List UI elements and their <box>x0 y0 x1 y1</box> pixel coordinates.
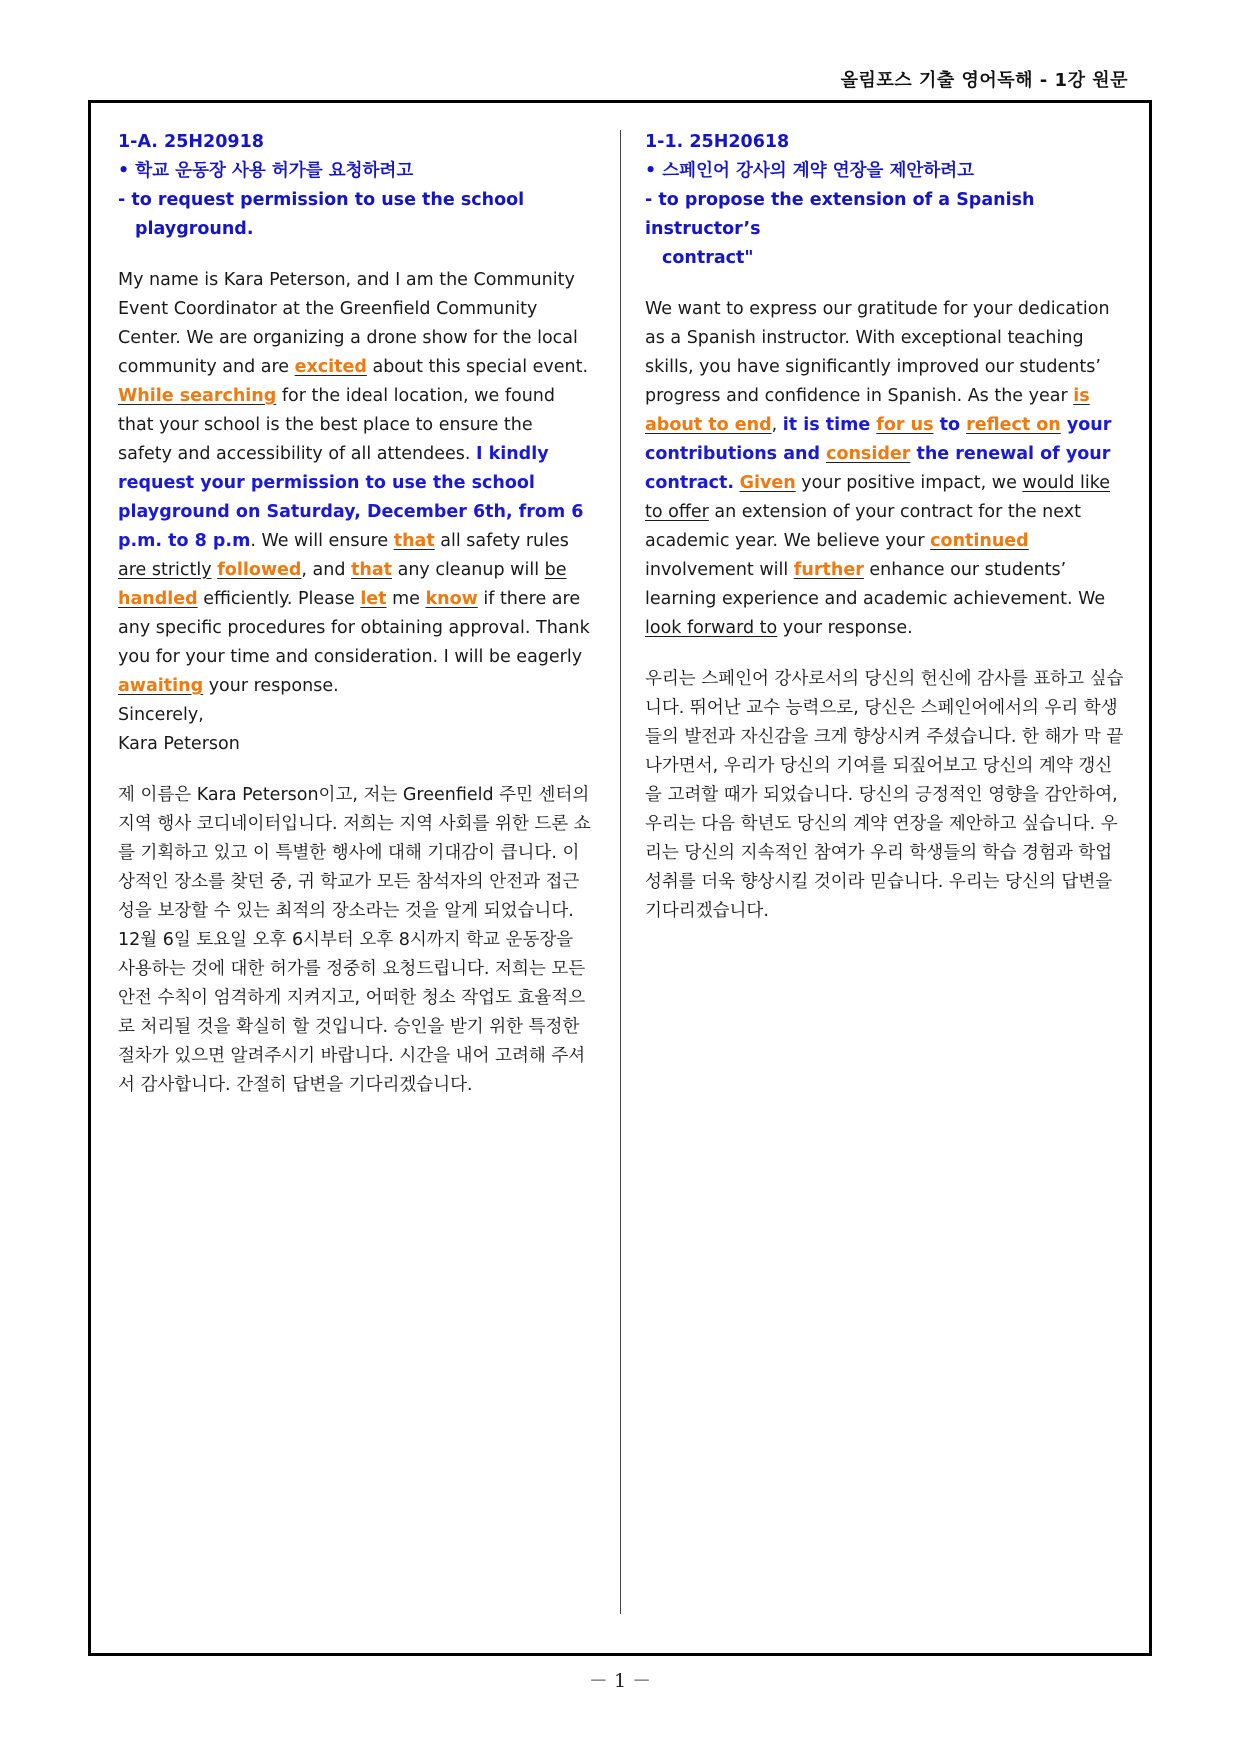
right-topic-en-line1: - to propose the extension of a Spanish instructor’s <box>645 190 1035 239</box>
highlight-word: know <box>425 589 478 609</box>
left-passage <box>118 266 592 701</box>
column-divider <box>620 130 621 1614</box>
highlight-word: followed <box>217 560 302 580</box>
text-run: We want to express our gratitude for your dedication as a Spanish instructor. With exceptional teaching skills, you have significantly improved our students’ progress and confidence in Spanish. As the year <box>645 299 1110 406</box>
text-run: me <box>386 589 426 609</box>
left-heading <box>118 128 592 244</box>
text-run: your response. <box>777 618 913 638</box>
left-topic-en-line2: playground. <box>135 219 254 239</box>
right-topic-en-line2: contract" <box>662 248 754 268</box>
text-run: , and <box>301 560 352 580</box>
right-passage <box>645 295 1127 643</box>
text-run: . We will ensure <box>250 531 394 551</box>
page-number: － 1 － <box>588 1670 652 1692</box>
underlined-phrase: are strictly <box>118 560 212 580</box>
highlight-word: that <box>351 560 393 580</box>
text-run: , <box>771 415 783 435</box>
letter-signature: Kara Peterson <box>118 734 240 754</box>
left-column <box>118 128 592 1100</box>
highlight-word: reflect on <box>966 415 1061 435</box>
highlight-word: for us <box>876 415 934 435</box>
underlined-phrase: look forward to <box>645 618 778 638</box>
text-run: enhance our students’ learning experience and academic achievement. We <box>645 560 1106 609</box>
underlined-phrase: would like to offer <box>645 473 1111 522</box>
text-run: an extension of your contract for the next academic year. We believe your <box>645 502 1081 551</box>
left-topic-en-line1: - to request permission to use the school <box>118 190 525 210</box>
right-topic-kr: • 스페인어 강사의 계약 연장을 제안하려고 <box>645 161 975 181</box>
page-header-title: 올림포스 기출 영어독해 - 1강 원문 <box>840 70 1128 91</box>
text-run: all safety rules <box>434 531 569 551</box>
highlight-word: continued <box>930 531 1029 551</box>
key-sentence: to <box>933 415 967 435</box>
text-run: your positive impact, we <box>795 473 1023 493</box>
text-run: if there are any specific procedures for obtaining approval. Thank you for your time and consideration. I will be eagerly <box>118 589 590 667</box>
key-sentence: your contributions and <box>645 415 1112 464</box>
highlight-word: Given <box>739 473 796 493</box>
text-run: involvement will <box>645 560 794 580</box>
key-sentence: it is time <box>782 415 877 435</box>
highlight-word: excited <box>294 357 367 377</box>
highlight-word: awaiting <box>118 676 204 696</box>
left-topic-kr: • 학교 운동장 사용 허가를 요청하려고 <box>118 161 414 181</box>
letter-closing: Sincerely, <box>118 705 204 725</box>
underlined-phrase: be <box>544 560 567 580</box>
highlight-word: let <box>360 589 387 609</box>
highlight-word: consider <box>826 444 911 464</box>
text-run: your response. <box>203 676 339 696</box>
text-run: My name is Kara Peterson, and I am the Community Event Coordinator at the Greenfield Community Center. We are organizing a drone show for the local community and are <box>118 270 578 377</box>
highlight-word: While searching <box>118 386 277 406</box>
highlight-word: handled <box>118 589 198 609</box>
right-column <box>645 128 1127 926</box>
key-sentence: I kindly request your permission to use the school playground on Saturday, December 6th, from 6 p.m. to 8 p.m <box>118 444 584 551</box>
highlight-word: that <box>393 531 435 551</box>
highlight-word: is about to end <box>645 386 1090 435</box>
text-run: for the ideal location, we found that your school is the best place to ensure the safety and accessibility of all attendees. <box>118 386 555 464</box>
left-korean-translation: 제 이름은 Kara Peterson이고, 저는 Greenfield 주민 센터의 지역 행사 코디네이터입니다. 저희는 지역 사회를 위한 드론 쇼를 기획하고 있고 이 특별한 행사에 대해 기대감이 큽니다. 이상적인 장소를 찾던 중, 귀 학교가 모든 참석자의 안전과 접근성을 보장할 수 있는 최적의 장소라는 것을 알게 되었습니다. 12월 6일 토요일 오후 6시부터 오후 8시까지 학교 운동장을 사용하는 것에 대한 허가를 정중히 요청드립니다. 저희는 모든 안전 수칙이 엄격하게 지켜지고, 어떠한 청소 작업도 효율적으로 처리될 것을 확실히 할 것입니다. 승인을 받기 위한 특정한 절차가 있으면 알려주시기 바랍니다. 시간을 내어 고려해 주셔서 감사합니다. 간절히 답변을 기다리겠습니다. <box>118 785 591 1095</box>
text-run: about this special event. <box>366 357 589 377</box>
left-item-id: 1-A. 25H20918 <box>118 132 264 152</box>
key-sentence: the renewal of your contract. <box>645 444 1111 493</box>
right-heading <box>645 128 1127 273</box>
text-run: efficiently. Please <box>197 589 361 609</box>
text-run: any cleanup will <box>392 560 545 580</box>
right-item-id: 1-1. 25H20618 <box>645 132 790 152</box>
right-korean-translation: 우리는 스페인어 강사로서의 당신의 헌신에 감사를 표하고 싶습니다. 뛰어난 교수 능력으로, 당신은 스페인어에서의 우리 학생들의 발전과 자신감을 크게 향상시켜 주셨습니다. 한 해가 막 끝나가면서, 우리가 당신의 기여를 되짚어보고 당신의 계약 갱신을 고려할 때가 되었습니다. 당신의 긍정적인 영향을 감안하여, 우리는 다음 학년도 당신의 계약 연장을 제안하고 싶습니다. 우리는 당신의 지속적인 참여가 우리 학생들의 학습 경험과 학업 성취를 더욱 향상시킬 것이라 믿습니다. 우리는 당신의 답변을 기다리겠습니다. <box>645 669 1124 921</box>
highlight-word: further <box>793 560 864 580</box>
